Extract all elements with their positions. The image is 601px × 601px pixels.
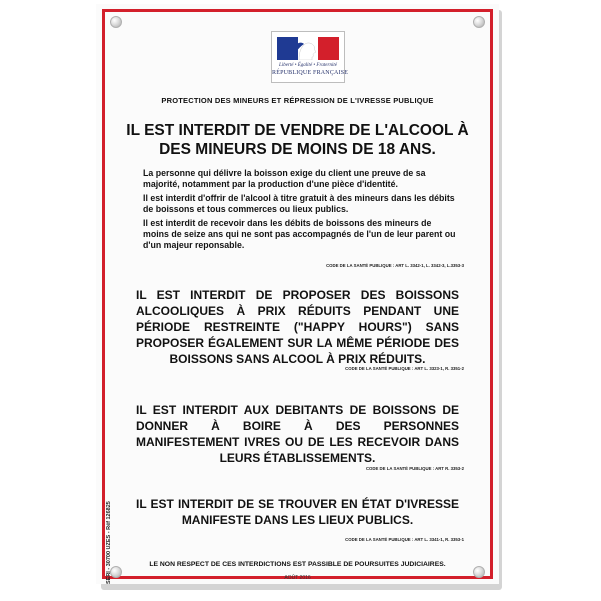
marianne-profile-icon <box>277 37 339 60</box>
print-date: AOÛT 2016 <box>284 575 311 581</box>
screw-top-left-icon <box>110 16 122 28</box>
logo-motto: Liberté • Égalité • Fraternité <box>279 63 337 68</box>
footer-warning: LE NON RESPECT DE CES INTERDICTIONS EST PASSIBLE DE POURSUITES JUDICIAIRES. <box>149 561 446 568</box>
marianne-flag-icon <box>277 37 339 60</box>
side-reference: SERI - 30700 UZES - Réf 126825 <box>106 501 112 584</box>
citation-4: CODE DE LA SANTÉ PUBLIQUE : ART L. 3341-1, R. 3353-1 <box>345 537 464 542</box>
paragraph: La personne qui délivre la boisson exige du client une preuve de sa majorité, notamment par la production d'une pièce d'identité. <box>143 168 426 190</box>
citation-3: CODE DE LA SANTÉ PUBLIQUE : ART R. 3353-2 <box>365 466 464 471</box>
screw-top-right-icon <box>473 16 485 28</box>
paragraph: Il est interdit d'offrir de l'alcool à titre gratuit à des mineurs dans les débits de boissons et tous commerces ou lieux publics. <box>143 192 455 215</box>
logo-name: RÉPUBLIQUE FRANÇAISE <box>272 70 349 76</box>
main-title: IL EST INTERDIT DE VENDRE DE L'ALCOOL À DES MINEURS DE MOINS DE 18 ANS. <box>126 122 469 158</box>
sign-panel <box>96 4 499 584</box>
rule-drunk-customers: IL EST INTERDIT AUX DEBITANTS DE BOISSONS DE DONNER À BOIRE À DES PERSONNES MANIFESTEMENT IVRES OU DE LES RECEVOIR DANS LEURS ÉTABLISSEMENTS. <box>136 403 459 465</box>
main-paragraphs <box>143 168 456 254</box>
paragraph: Il est interdit de recevoir dans les débits de boissons des mineurs de moins de seize ans qui ne sont pas accompagnés de l'un de leur parent ou d'un majeur reponsable. <box>143 217 456 251</box>
citation-2: CODE DE LA SANTÉ PUBLIQUE : ART L. 3323-1, R. 3351-2 <box>345 366 464 371</box>
republique-francaise-logo <box>271 31 349 83</box>
sign-subtitle: PROTECTION DES MINEURS ET RÉPRESSION DE L'IVRESSE PUBLIQUE <box>161 96 434 105</box>
rule-happy-hours: IL EST INTERDIT DE PROPOSER DES BOISSONS ALCOOLIQUES À PRIX RÉDUITS PENDANT UNE PÉRIODE RESTREINTE ("HAPPY HOURS") SANS PROPOSER ÉGALEMENT SUR LA MÊME PÉRIODE DES BOISSONS SANS ALCOOL À PRIX RÉDUITS. <box>136 288 459 366</box>
rule-public-drunkenness: IL EST INTERDIT DE SE TROUVER EN ÉTAT D'IVRESSE MANIFESTE DANS LES LIEUX PUBLICS. <box>136 497 459 527</box>
citation-1: CODE DE LA SANTÉ PUBLIQUE : ART L. 3342-1, L. 3342-3, L.3353-3 <box>326 263 464 268</box>
